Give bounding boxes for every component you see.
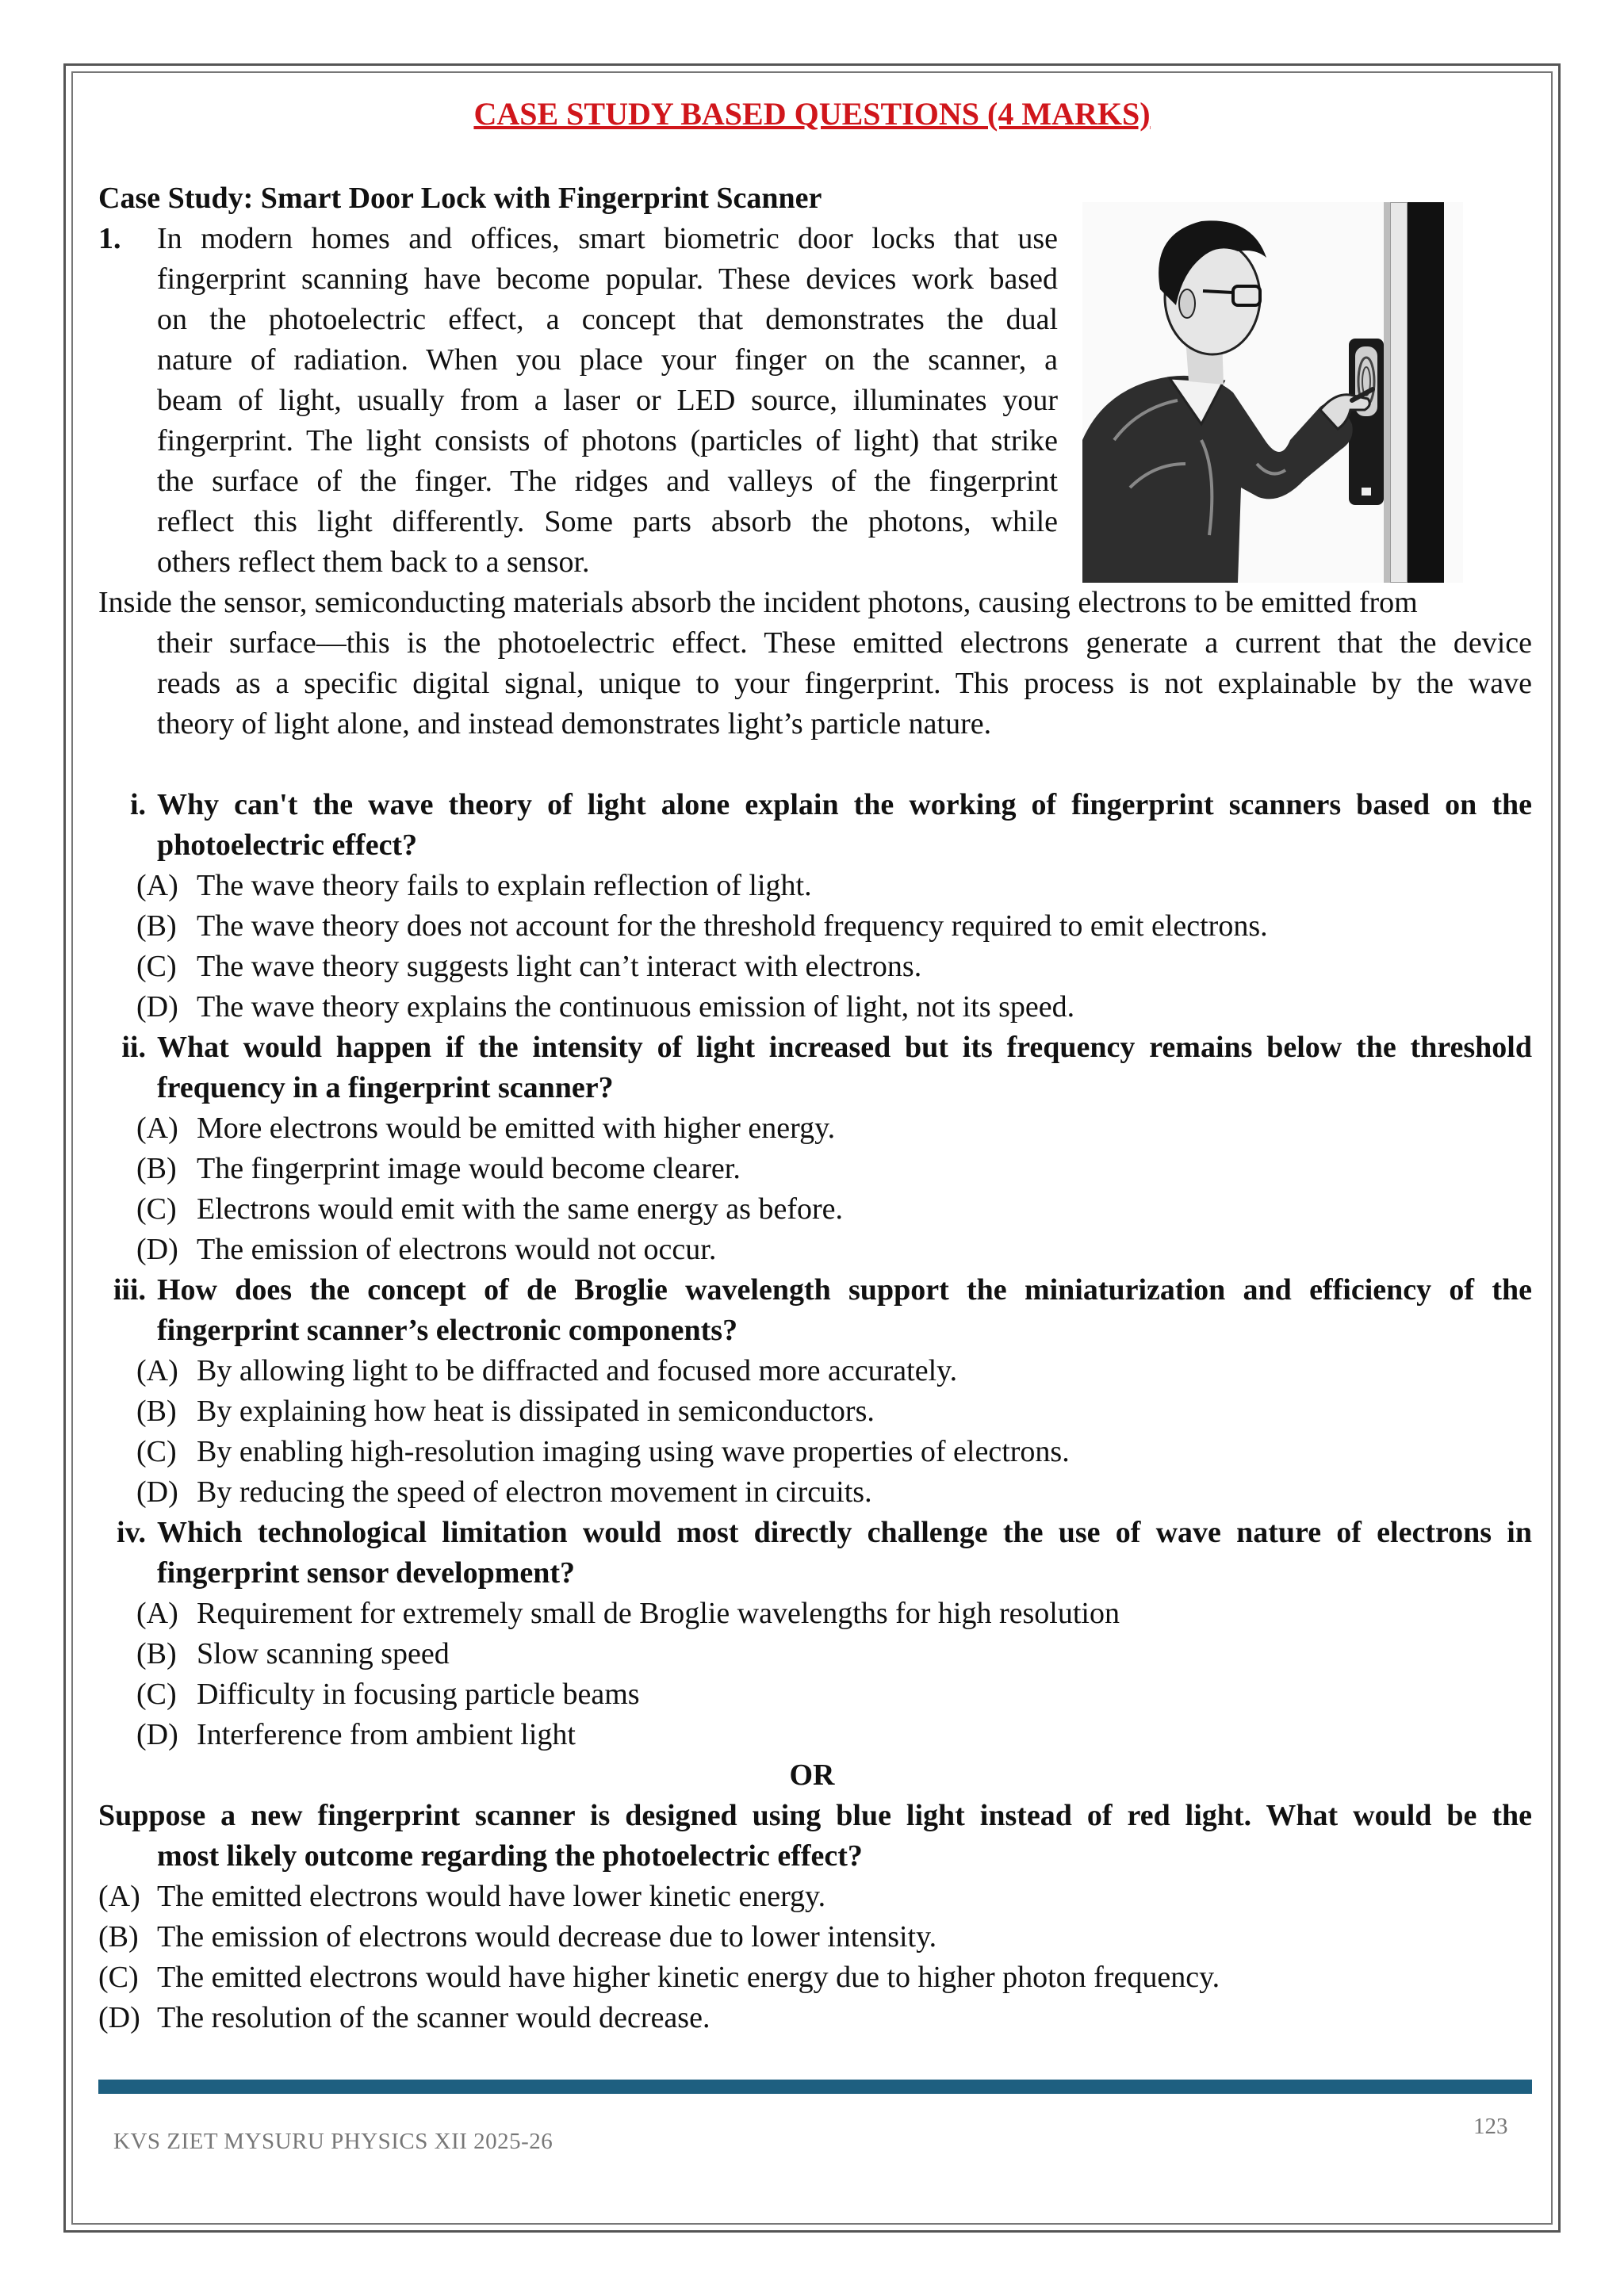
para2-line: theory of light alone, and instead demonstrates light’s particle nature.: [157, 707, 992, 740]
para1-line: fingerprint. The light consists of photons (particles of light) that strike: [157, 424, 1058, 457]
para1-line: fingerprint scanning have become popular. These devices work based: [157, 262, 1058, 296]
para1-line: beam of light, usually from a laser or LED source, illuminates your: [157, 384, 1058, 417]
option-label: (C): [136, 1435, 177, 1468]
option-label: (A): [136, 869, 178, 902]
option-text: The fingerprint image would become clearer.: [197, 1152, 741, 1185]
question-text: photoelectric effect?: [157, 828, 418, 862]
option-text: The resolution of the scanner would decrease.: [157, 2001, 710, 2034]
option-text: Requirement for extremely small de Broglie wavelengths for high resolution: [197, 1597, 1120, 1630]
page-title: CASE STUDY BASED QUESTIONS (4 MARKS): [473, 96, 1151, 132]
question-text: frequency in a fingerprint scanner?: [157, 1071, 614, 1104]
option-text: Electrons would emit with the same energy as before.: [197, 1192, 843, 1226]
question-text: Why can't the wave theory of light alone explain the working of fingerprint scanners based on the: [157, 788, 1532, 821]
option-text: The emitted electrons would have lower kinetic energy.: [157, 1880, 826, 1913]
question-number: ii.: [121, 1031, 146, 1064]
option-label: (C): [136, 950, 177, 983]
option-label: (C): [98, 1961, 139, 1994]
option-label: (C): [136, 1192, 177, 1226]
or-divider: OR: [789, 1758, 835, 1792]
question-text: How does the concept of de Broglie wavelength support the miniaturization and efficiency of the: [157, 1273, 1532, 1307]
question-number: i.: [129, 788, 146, 821]
option-text: The emitted electrons would have higher kinetic energy due to higher photon frequency.: [157, 1961, 1220, 1994]
option-text: The wave theory does not account for the threshold frequency required to emit electrons.: [197, 909, 1268, 943]
option-label: (D): [98, 2001, 140, 2034]
option-label: (B): [136, 1152, 177, 1185]
para1-line: In modern homes and offices, smart biometric door locks that use: [157, 222, 1058, 255]
option-text: Slow scanning speed: [197, 1637, 450, 1670]
option-label: (B): [136, 1395, 177, 1428]
para1-line: on the photoelectric effect, a concept that demonstrates the dual: [157, 303, 1058, 336]
question-number: 1.: [98, 222, 121, 255]
question-text: fingerprint scanner’s electronic components?: [157, 1314, 738, 1347]
option-text: The wave theory suggests light can’t interact with electrons.: [197, 950, 922, 983]
question-number: iv.: [117, 1516, 146, 1549]
option-text: More electrons would be emitted with higher energy.: [197, 1112, 836, 1145]
alt-question-text: Suppose a new fingerprint scanner is designed using blue light instead of red light. What would be the: [98, 1799, 1532, 1832]
page-number: 123: [1473, 2114, 1508, 2139]
para1-line: the surface of the finger. The ridges and valleys of the fingerprint: [157, 465, 1058, 498]
option-label: (A): [136, 1112, 178, 1145]
option-label: (D): [136, 1233, 178, 1266]
question-number: iii.: [113, 1273, 146, 1307]
fingerprint-scanner-illustration: [1082, 202, 1463, 583]
option-label: (A): [136, 1354, 178, 1387]
option-label: (A): [98, 1880, 140, 1913]
option-text: By enabling high-resolution imaging using wave properties of electrons.: [197, 1435, 1070, 1468]
option-text: By reducing the speed of electron movement in circuits.: [197, 1475, 872, 1509]
option-label: (C): [136, 1678, 177, 1711]
option-label: (A): [136, 1597, 178, 1630]
para1-line: others reflect them back to a sensor.: [157, 545, 590, 579]
option-text: The emission of electrons would decrease due to lower intensity.: [157, 1920, 937, 1954]
para2-line: reads as a specific digital signal, unique to your fingerprint. This process is not explainable by the wave: [157, 667, 1532, 700]
option-text: Difficulty in focusing particle beams: [197, 1678, 640, 1711]
option-label: (B): [98, 1920, 139, 1954]
option-text: Interference from ambient light: [197, 1718, 576, 1751]
para1-line: nature of radiation. When you place your finger on the scanner, a: [157, 343, 1058, 377]
alt-question-text: most likely outcome regarding the photoelectric effect?: [157, 1839, 863, 1873]
option-text: The wave theory fails to explain reflection of light.: [197, 869, 812, 902]
option-text: By explaining how heat is dissipated in semiconductors.: [197, 1395, 875, 1428]
option-text: By allowing light to be diffracted and focused more accurately.: [197, 1354, 958, 1387]
question-text: What would happen if the intensity of light increased but its frequency remains below the threshold: [157, 1031, 1532, 1064]
option-text: The wave theory explains the continuous emission of light, not its speed.: [197, 990, 1075, 1024]
option-label: (D): [136, 1475, 178, 1509]
footer-bar: [98, 2080, 1532, 2094]
question-text: Which technological limitation would most directly challenge the use of wave nature of electrons in: [157, 1516, 1532, 1549]
option-label: (B): [136, 1637, 177, 1670]
case-study-heading: Case Study: Smart Door Lock with Fingerprint Scanner: [98, 182, 822, 215]
para2-line: their surface—this is the photoelectric effect. These emitted electrons generate a current that the device: [157, 626, 1532, 660]
option-label: (D): [136, 1718, 178, 1751]
para2-line: Inside the sensor, semiconducting materials absorb the incident photons, causing electrons to be emitted from: [98, 586, 1418, 619]
option-label: (B): [136, 909, 177, 943]
footer-text: KVS ZIET MYSURU PHYSICS XII 2025-26: [113, 2129, 553, 2154]
para1-line: reflect this light differently. Some parts absorb the photons, while: [157, 505, 1058, 538]
question-text: fingerprint sensor development?: [157, 1556, 576, 1590]
option-text: The emission of electrons would not occur.: [197, 1233, 717, 1266]
option-label: (D): [136, 990, 178, 1024]
